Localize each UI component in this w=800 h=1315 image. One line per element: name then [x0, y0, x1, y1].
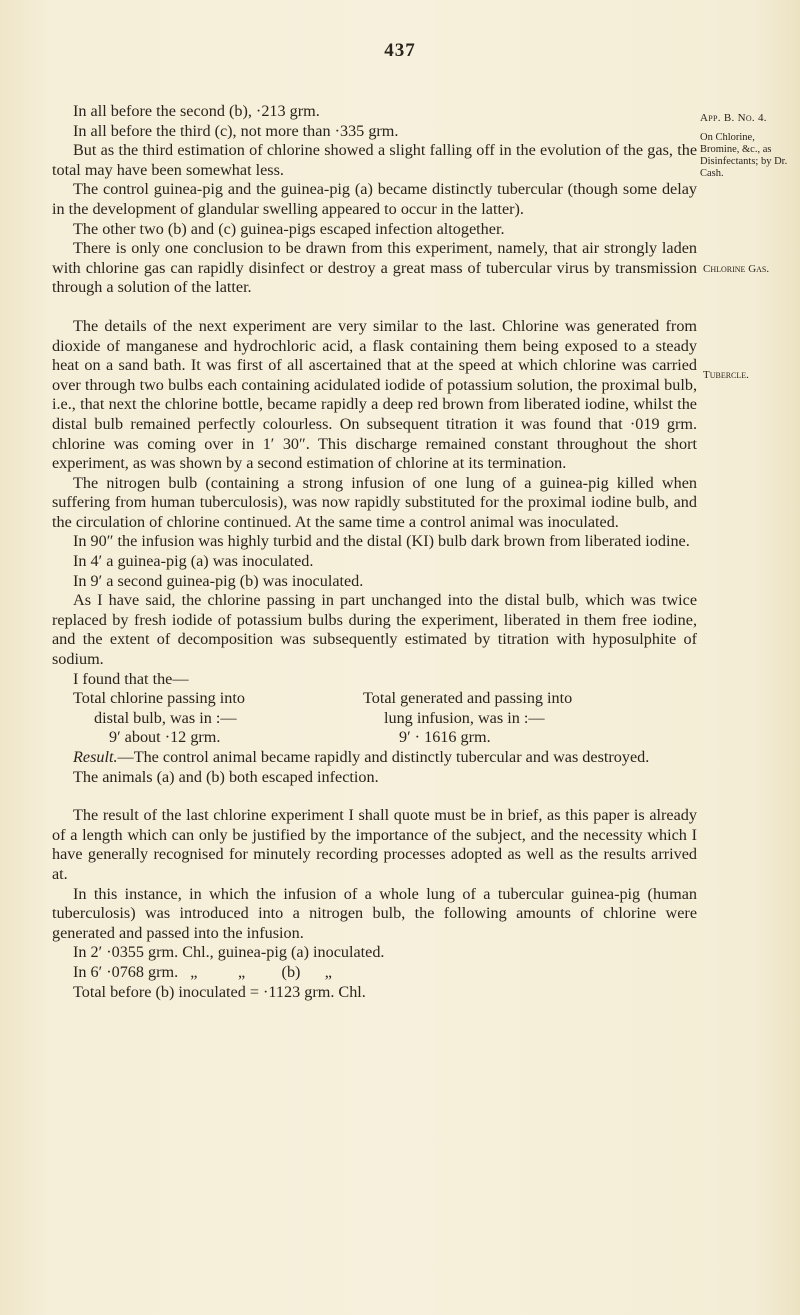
- margin-subtitle: On Chlorine, Bromine, &c., as Disinfectants; by Dr. Cash.: [700, 132, 788, 179]
- paragraph: In all before the second (b), ·213 grm.: [73, 102, 320, 120]
- paragraph: The details of the next experiment are very similar to the last. Chlorine was generated from dioxide of manganese and hydrochloric acid, a flask containing them being exposed to a steady heat on a sand bath. It was first of all ascertained that at the speed at which chlorine was carried over through two bulbs each containing acidulated iodide of potassium solution, the proximal bulb, i.e., that next the chlorine bottle, became rapidly a deep red brown from liberated iodine, whilst the distal bulb remained perfectly colourless. On subsequent titration it was found that ·019 grm. chlorine was coming over in 1′ 30″. This discharge remained constant throughout the short experiment, as was shown by a second estimation of chlorine at its termination.: [52, 316, 697, 473]
- paragraph: The result of the last chlorine experiment I shall quote must be in brief, as this paper is already of a length which can only be justified by the importance of the subject, and the necessity which I have generally recognised for minutely recording processes adopted as well as the results arrived at.: [52, 806, 697, 883]
- paragraph: The animals (a) and (b) both escaped infection.: [73, 767, 379, 786]
- amounts-list: [73, 943, 697, 1002]
- two-column-table: [73, 689, 697, 748]
- main-text: [52, 102, 697, 1002]
- left-column: [73, 689, 363, 748]
- paragraph: I found that the—: [73, 669, 189, 688]
- paragraph: The control guinea-pig and the guinea-pig (a) became distinctly tubercular (though some delay in the development of glandular swelling appeared to occur in the latter).: [52, 180, 697, 218]
- result-text: —The control animal became rapidly and distinctly tubercular and was destroyed.: [117, 748, 650, 766]
- right-line: Total generated and passing into: [363, 689, 573, 708]
- margin-heading-tubercle: Tubercle.: [703, 369, 749, 381]
- paragraph: The nitrogen bulb (containing a strong infusion of one lung of a guinea-pig killed when suffering from human tuberculosis), was now rapidly substituted for the proximal iodine bulb, and the circulation of chlorine continued. At the same time a control animal was inoculated.: [52, 473, 697, 531]
- paragraph: There is only one conclusion to be drawn from this experiment, namely, that air strongly laden with chlorine gas can rapidly disinfect or destroy a great mass of tubercular virus by transmission through a solution of the latter.: [52, 239, 697, 297]
- paragraph: In all before the third (c), not more than ·335 grm.: [73, 121, 399, 140]
- paragraph: As I have said, the chlorine passing in part unchanged into the distal bulb, which was twice replaced by fresh iodide of potassium bulbs during the experiment, liberated in them free iodine, and the extent of decomposition was subsequently estimated by titration with hyposulphite of sodium.: [52, 591, 697, 669]
- right-column: [363, 689, 693, 748]
- right-line: lung infusion, was in :—: [384, 708, 545, 727]
- paragraph: The other two (b) and (c) guinea-pigs escaped infection altogether.: [73, 219, 505, 238]
- left-line: distal bulb, was in :—: [94, 708, 237, 727]
- margin-notes: [700, 112, 796, 180]
- left-line: 9′ about ·12 grm.: [109, 728, 221, 747]
- page-number: 437: [384, 40, 416, 61]
- result-label: Result.: [73, 748, 118, 766]
- paragraph: In 90″ the infusion was highly turbid and the distal (KI) bulb dark brown from liberated iodine.: [73, 532, 690, 551]
- amount-line: In 6′ ·0768 grm. „ „ (b) „: [73, 962, 332, 981]
- appendix-reference: App. B. No. 4.: [700, 112, 767, 124]
- amount-line: In 2′ ·0355 grm. Chl., guinea-pig (a) inoculated.: [73, 943, 385, 962]
- paragraph: In 9′ a second guinea-pig (b) was inoculated.: [73, 571, 364, 590]
- right-line: 9′ · 1616 grm.: [399, 728, 491, 747]
- left-line: Total chlorine passing into: [73, 689, 245, 708]
- paragraph: In 4′ a guinea-pig (a) was inoculated.: [73, 552, 314, 571]
- paragraph-result: [52, 748, 697, 768]
- margin-heading-chlorine: Chlorine Gas.: [703, 263, 770, 275]
- paragraph: In this instance, in which the infusion of a whole lung of a tubercular guinea-pig (human tuberculosis) was introduced into a nitrogen bulb, the following amounts of chlorine were generated and passed into the infusion.: [52, 884, 697, 942]
- paragraph: But as the third estimation of chlorine showed a slight falling off in the evolution of the gas, the total may have been somewhat less.: [52, 141, 697, 179]
- amount-line: Total before (b) inoculated = ·1123 grm. Chl.: [73, 982, 366, 1001]
